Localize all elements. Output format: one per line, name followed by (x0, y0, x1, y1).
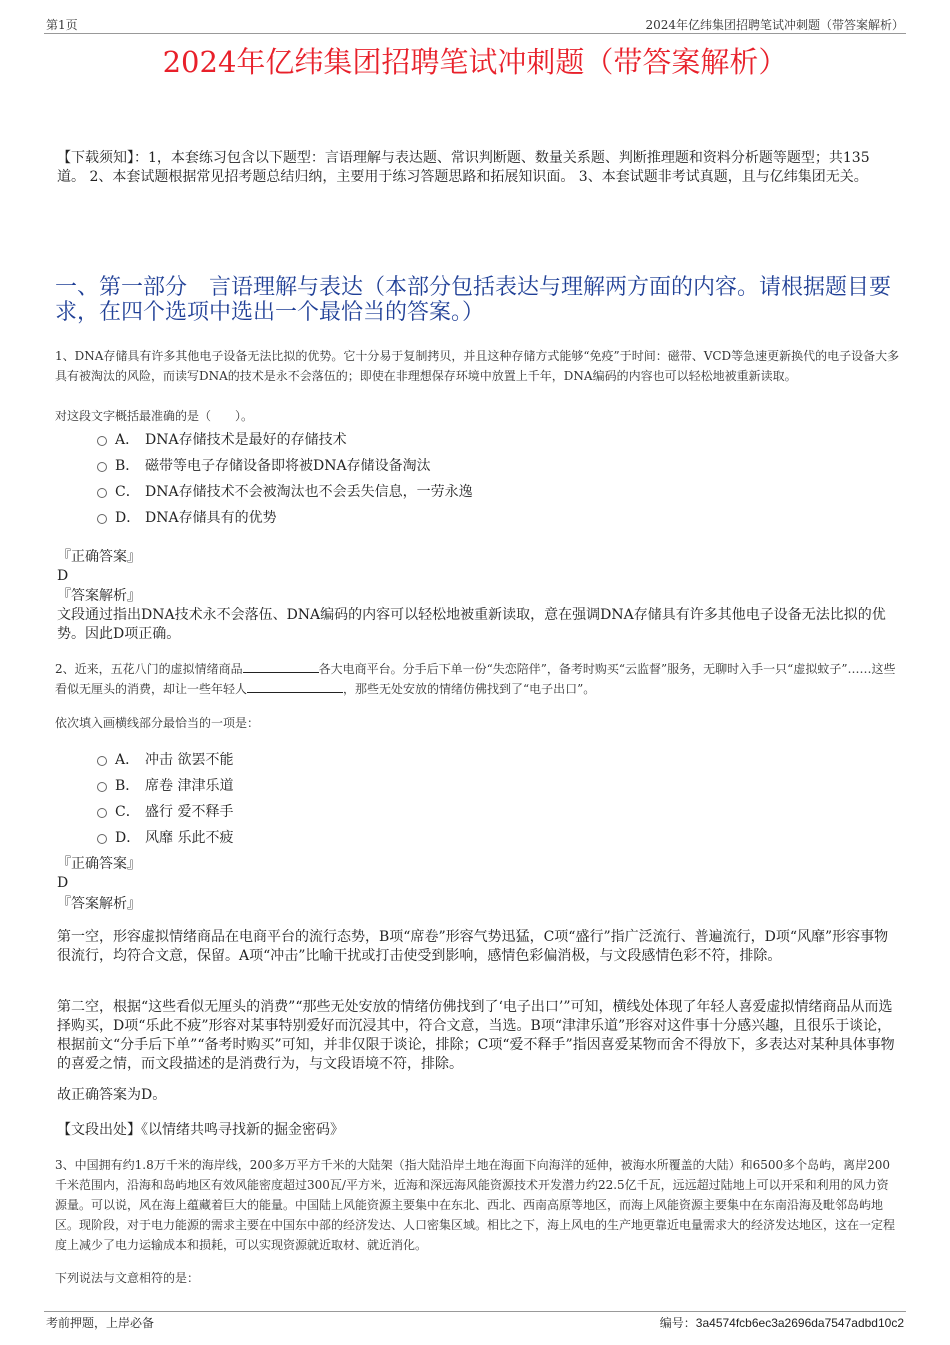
q1-option-c[interactable] (97, 481, 473, 501)
option-text: 席卷 津津乐道 (145, 778, 234, 794)
q2-analysis-label: 『答案解析』 (57, 896, 141, 912)
option-key: B． (115, 778, 140, 794)
q2-option-d[interactable] (97, 827, 233, 847)
q2-source: 【文段出处】《以情绪共鸣寻找新的掘金密码》 (57, 1122, 344, 1138)
q2-analysis-para-2: 第二空，根据“这些看似无厘头的消费”“那些无处安放的情绪仿佛找到了‘电子出口’”可知，横线处体现了年轻人喜爱虚拟情绪商品从而选择购买，D项“乐此不疲”形容对某事特别爱好而沉浸其中，符合文意，当选。B项“津津乐道”形容对这件事十分感兴趣，且很乐于谈论，根据前文“分手后下单”“备考时购买”可知，并非仅限于谈论，排除；C项“爱不释手”指因喜爱某物而舍不得放下，多表达对某种具体事物的喜爱之情，而文段描述的是消费行为，与文段语境不符，排除。 (57, 999, 895, 1072)
footer-divider (44, 1311, 906, 1312)
q1-analysis: 文段通过指出DNA技术永不会落伍、DNA编码的内容可以轻松地被重新读取，意在强调DNA存储具有许多其他电子设备无法比拟的优势。因此D项正确。 (57, 607, 886, 642)
q1-option-d[interactable] (97, 507, 277, 527)
stem-part: 2、近来，五花八门的虚拟情绪商品 (55, 662, 243, 676)
q1-analysis-label: 『答案解析』 (57, 588, 141, 604)
radio-icon[interactable] (97, 462, 107, 472)
running-title: 2024年亿纬集团招聘笔试冲刺题（带答案解析） (645, 18, 904, 32)
option-text: DNA存储具有的优势 (145, 510, 277, 526)
fill-blank-2 (247, 692, 343, 693)
document-title: 2024年亿纬集团招聘笔试冲刺题（带答案解析） (162, 45, 788, 79)
question-1-stem: 1、DNA存储具有许多其他电子设备无法比拟的优势。它十分易于复制拷贝，并且这种存储方式能够“免疫”于时间：磁带、VCD等急速更新换代的电子设备大多具有被淘汰的风险，而读写DNA的技术是永不会落伍的；即使在非理想保存环境中放置上千年，DNA编码的内容也可以轻松地被重新读取。 (55, 349, 900, 383)
q2-option-b[interactable] (97, 775, 233, 795)
code-label: 编号： (659, 1316, 696, 1330)
download-notice: 【下载须知】：1，本套练习包含以下题型：言语理解与表达题、常识判断题、数量关系题、判断推理题和资料分析题等题型；共135道。 2、本套试题根据常见招考题总结归纳，主要用于练习答题思路和拓展知识面。 3、本套试题非考试真题，且与亿纬集团无关。 (57, 150, 870, 185)
question-3-ask: 下列说法与文意相符的是： (55, 1271, 200, 1285)
header-divider (44, 33, 906, 34)
option-text: DNA存储技术不会被淘汰也不会丢失信息，一劳永逸 (145, 484, 473, 500)
section-heading: 一、第一部分 言语理解与表达（本部分包括表达与理解两方面的内容。请根据题目要求，在四个选项中选出一个最恰当的答案。） (55, 275, 892, 325)
footer-slogan: 考前押题，上岸必备 (46, 1316, 155, 1330)
option-text: 冲击 欲罢不能 (145, 752, 234, 768)
radio-icon[interactable] (97, 782, 107, 792)
q1-answer-label: 『正确答案』 (57, 549, 141, 565)
q2-conclusion: 故正确答案为D。 (57, 1087, 167, 1103)
question-3-stem: 3、中国拥有约1.8万千米的海岸线，200多万平方千米的大陆架（指大陆沿岸土地在海面下向海洋的延伸，被海水所覆盖的大陆）和6500多个岛屿，离岸200千米范围内，沿海和岛屿地区有效风能密度超过300瓦/平方米，近海和深远海风能资源技术开发潜力约22.5亿千瓦，远远超过陆地上可以开采和利用的风力资源量。可以说，风在海上蕴藏着巨大的能量。中国陆上风能资源主要集中在东北、西北、西南高原等地区，而海上风能资源主要集中在东南沿海及毗邻岛屿地区。现阶段，对于电力能源的需求主要在中国东中部的经济发达、人口密集区域。相比之下，海上风电的生产地更靠近电量需求大的经济发达地区，这在一定程度上减少了电力运输成本和损耗，可以实现资源就近取材、就近消化。 (55, 1158, 896, 1252)
radio-icon[interactable] (97, 808, 107, 818)
option-key: B． (115, 458, 140, 474)
q2-option-c[interactable] (97, 801, 233, 821)
option-text: 风靡 乐此不疲 (145, 830, 234, 846)
q2-analysis-para-1: 第一空，形容虚拟情绪商品在电商平台的流行态势，B项“席卷”形容气势迅猛，C项“盛行”指广泛流行、普遍流行，D项“风靡”形容事物很流行，均符合文意，保留。A项“冲击”比喻干扰或打击使受到影响，感情色彩偏消极，与文段感情色彩不符，排除。 (57, 929, 889, 964)
q1-answer: D (57, 568, 69, 584)
option-key: D． (115, 830, 141, 846)
option-key: C． (115, 804, 140, 820)
option-text: 盛行 爱不释手 (145, 804, 234, 820)
page-number: 第1页 (46, 18, 78, 32)
code-value: 3a4574fcb6ec3a2696da7547adbd10c2 (695, 1316, 904, 1330)
radio-icon[interactable] (97, 436, 107, 446)
stem-part: 各大电商平台。分手后下单一份“失恋陪伴”，备考时购买“云监督”服务，无聊时入手一只“虚拟蚊子”……这些看似无厘头的消费，却让一些年轻人 (55, 662, 896, 696)
q2-answer: D (57, 875, 69, 891)
q1-option-a[interactable] (97, 429, 347, 449)
option-key: C． (115, 484, 140, 500)
question-2-ask: 依次填入画横线部分最恰当的一项是： (55, 716, 260, 730)
stem-part: ，那些无处安放的情绪仿佛找到了“电子出口”。 (343, 682, 596, 696)
q2-option-a[interactable] (97, 749, 233, 769)
option-key: A． (115, 752, 140, 768)
q1-option-b[interactable] (97, 455, 431, 475)
option-text: 磁带等电子存储设备即将被DNA存储设备淘汰 (145, 458, 431, 474)
radio-icon[interactable] (97, 488, 107, 498)
radio-icon[interactable] (97, 756, 107, 766)
radio-icon[interactable] (97, 834, 107, 844)
question-1-ask: 对这段文字概括最准确的是（ ）。 (55, 409, 254, 423)
option-key: A． (115, 432, 140, 448)
fill-blank-1 (243, 672, 319, 673)
question-2-stem (55, 659, 900, 699)
radio-icon[interactable] (97, 514, 107, 524)
option-key: D． (115, 510, 141, 526)
q2-answer-label: 『正确答案』 (57, 856, 141, 872)
document-code (660, 1314, 904, 1331)
option-text: DNA存储技术是最好的存储技术 (145, 432, 347, 448)
